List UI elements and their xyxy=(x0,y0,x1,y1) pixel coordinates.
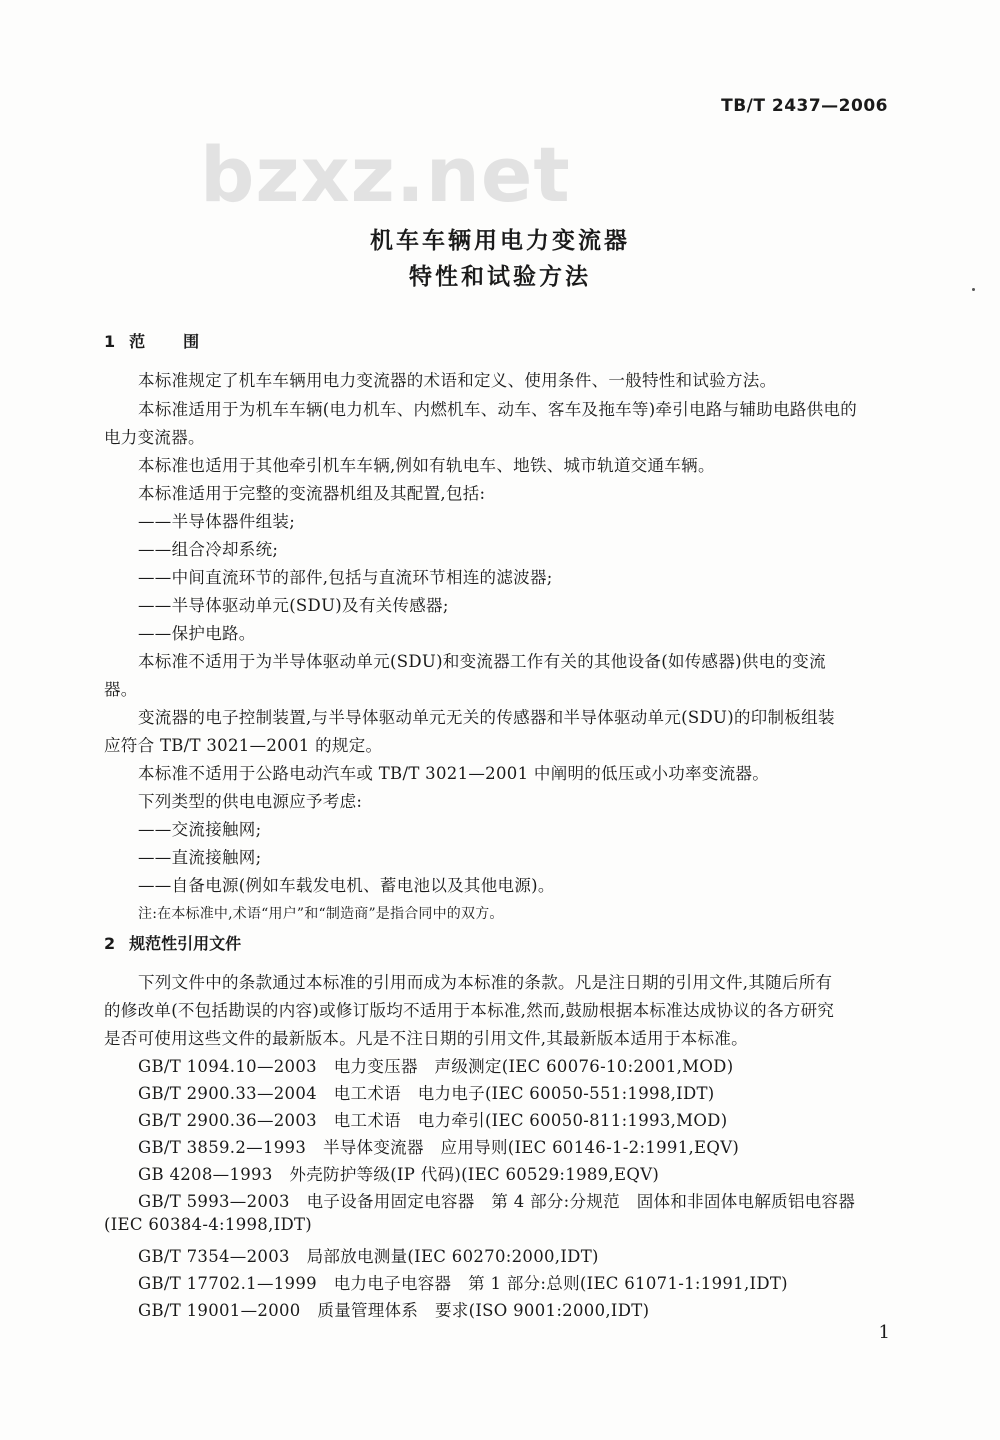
paragraph-line: 本标准规定了机车车辆用电力变流器的术语和定义、使用条件、一般特性和试验方法。 xyxy=(138,371,777,390)
list-item: ——半导体驱动单元(SDU)及有关传感器; xyxy=(138,596,449,615)
paragraph-line: 本标准不适用于公路电动汽车或 TB/T 3021—2001 中阐明的低压或小功率变流器。 xyxy=(138,764,770,783)
list-item: ——组合冷却系统; xyxy=(138,540,279,559)
paragraph-line: 本标准适用于完整的变流器机组及其配置,包括: xyxy=(138,484,486,503)
page-number: 1 xyxy=(878,1322,890,1343)
paragraph-line: 本标准适用于为机车车辆(电力机车、内燃机车、动车、客车及拖车等)牵引电路与辅助电路供电的 xyxy=(138,400,858,419)
section-2-heading xyxy=(104,931,241,954)
reference-item: (IEC 60384-4:1998,IDT) xyxy=(104,1215,313,1234)
document-title-line1: 机车车辆用电力变流器 xyxy=(370,228,630,254)
reference-item: GB/T 2900.33—2004 电工术语 电力电子(IEC 60050-551:1998,IDT) xyxy=(138,1084,715,1103)
paragraph-line: 器。 xyxy=(104,680,138,699)
paragraph-line: 应符合 TB/T 3021—2001 的规定。 xyxy=(104,736,383,755)
list-item: ——交流接触网; xyxy=(138,820,262,839)
reference-item: GB/T 5993—2003 电子设备用固定电容器 第 4 部分:分规范 固体和非固体电解质铝电容器 xyxy=(138,1192,856,1211)
reference-item: GB/T 3859.2—1993 半导体变流器 应用导则(IEC 60146-1-2:1991,EQV) xyxy=(138,1138,740,1157)
reference-item: GB/T 17702.1—1999 电力电子电容器 第 1 部分:总则(IEC 61071-1:1991,IDT) xyxy=(138,1274,788,1293)
paragraph-line: 下列类型的供电电源应予考虑: xyxy=(138,792,363,811)
section-number: 2 xyxy=(104,934,116,953)
reference-item: GB/T 2900.36—2003 电工术语 电力牵引(IEC 60050-811:1993,MOD) xyxy=(138,1111,728,1130)
section-number: 1 xyxy=(104,332,116,351)
reference-item: GB/T 19001—2000 质量管理体系 要求(ISO 9001:2000,IDT) xyxy=(138,1301,650,1320)
watermark: bzxz.net xyxy=(200,130,571,219)
paragraph-line: 变流器的电子控制装置,与半导体驱动单元无关的传感器和半导体驱动单元(SDU)的印制板组装 xyxy=(138,708,835,727)
section-1-heading xyxy=(104,329,199,352)
paragraph-line: 本标准也适用于其他牵引机车车辆,例如有轨电车、地铁、城市轨道交通车辆。 xyxy=(138,456,715,475)
list-item: ——中间直流环节的部件,包括与直流环节相连的滤波器; xyxy=(138,568,553,587)
note: 注:在本标准中,术语“用户”和“制造商”是指合同中的双方。 xyxy=(138,906,504,922)
reference-item: GB/T 1094.10—2003 电力变压器 声级测定(IEC 60076-10:2001,MOD) xyxy=(138,1057,734,1076)
paragraph-line: 电力变流器。 xyxy=(104,428,205,447)
scan-speck xyxy=(972,288,975,291)
list-item: ——自备电源(例如车载发电机、蓄电池以及其他电源)。 xyxy=(138,876,555,895)
section-title-part: 围 xyxy=(183,332,200,351)
reference-item: GB 4208—1993 外壳防护等级(IP 代码)(IEC 60529:1989,EQV) xyxy=(138,1165,660,1184)
list-item: ——半导体器件组装; xyxy=(138,512,296,531)
standard-code: TB/T 2437—2006 xyxy=(721,96,888,116)
paragraph-line: 下列文件中的条款通过本标准的引用而成为本标准的条款。凡是注日期的引用文件,其随后所有 xyxy=(138,973,833,992)
reference-item: GB/T 7354—2003 局部放电测量(IEC 60270:2000,IDT) xyxy=(138,1247,599,1266)
section-title: 规范性引用文件 xyxy=(129,934,242,953)
paragraph-line: 本标准不适用于为半导体驱动单元(SDU)和变流器工作有关的其他设备(如传感器)供电的变流 xyxy=(138,652,826,671)
paragraph-line: 的修改单(不包括勘误的内容)或修订版均不适用于本标准,然而,鼓励根据本标准达成协议的各方研究 xyxy=(104,1001,835,1020)
section-title-part: 范 xyxy=(129,332,146,351)
list-item: ——直流接触网; xyxy=(138,848,262,867)
list-item: ——保护电路。 xyxy=(138,624,256,643)
document-title-line2: 特性和试验方法 xyxy=(409,264,591,290)
paragraph-line: 是否可使用这些文件的最新版本。凡是不注日期的引用文件,其最新版本适用于本标准。 xyxy=(104,1029,748,1048)
